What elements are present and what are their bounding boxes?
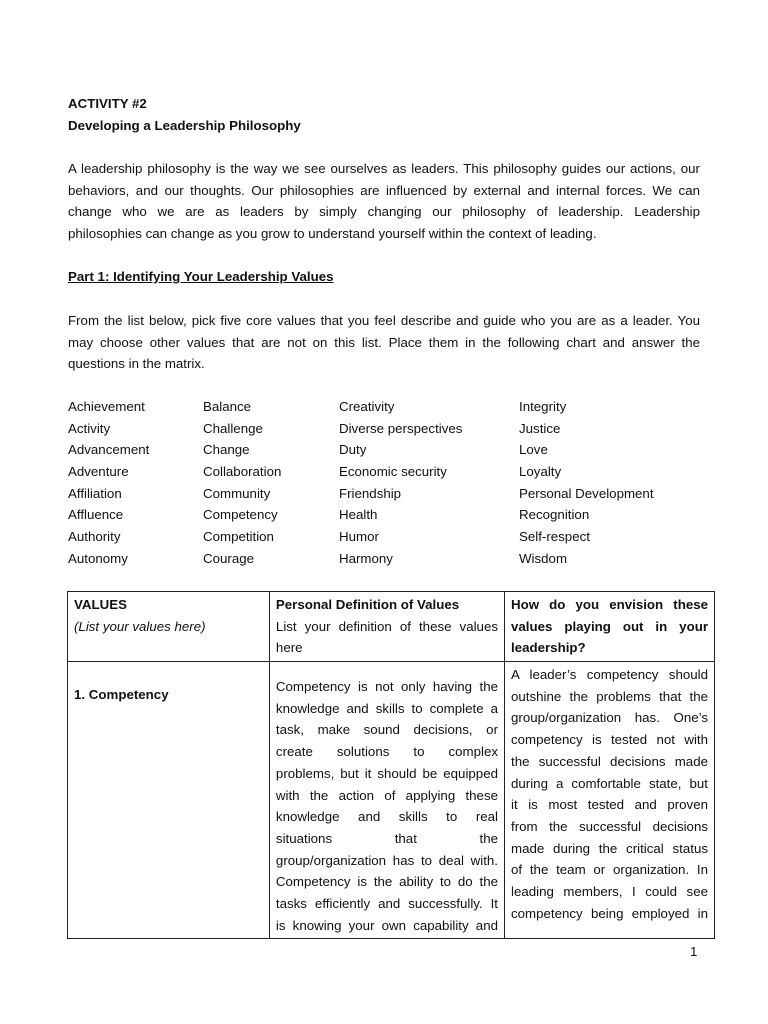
- value-item: Advancement: [68, 442, 150, 458]
- activity-label: ACTIVITY #2: [68, 96, 147, 111]
- vision-line: during a comfortable state, but: [511, 775, 708, 791]
- vision-line: of the team or organization. In: [511, 862, 708, 878]
- instructions-line: questions in the matrix.: [68, 356, 205, 372]
- instructions-line: may choose other values that are not on this list. Place them in the following chart and answer the: [68, 334, 700, 350]
- definition-line: situations that the: [275, 830, 498, 846]
- value-item: Competition: [203, 529, 274, 545]
- definition-line: tasks efficiently and successfully. It: [275, 895, 498, 911]
- header-vision-line: How do you envision these: [511, 597, 708, 612]
- definition-line: problems, but it should be equipped: [275, 765, 498, 781]
- value-item: Wisdom: [519, 550, 568, 566]
- value-item: Adventure: [68, 464, 129, 480]
- values-column-1: [68, 396, 149, 570]
- vision-line: competency being employed in: [511, 905, 708, 921]
- vision-text: [511, 664, 708, 924]
- table-header-row: [68, 592, 715, 662]
- value-item: Integrity: [519, 399, 567, 414]
- header-vision-text: [511, 594, 708, 659]
- value-item: Friendship: [339, 485, 402, 501]
- intro-line: philosophies can change as you grow to understand yourself within the context of leading.: [68, 226, 597, 242]
- definition-line: knowledge and skills to complete a: [275, 700, 498, 716]
- header-definition-text: [276, 616, 498, 659]
- value-item: Diverse perspectives: [339, 420, 463, 436]
- vision-line: the successful decisions made: [511, 753, 708, 769]
- header-vision-cell: [505, 592, 715, 662]
- value-cell: [68, 662, 270, 939]
- vision-line: from the successful decisions: [511, 818, 708, 834]
- definition-line: create solutions to complex: [275, 744, 498, 760]
- table-row: [68, 662, 715, 939]
- header-values-subtitle: (List your values here): [74, 618, 206, 634]
- header-vision-line: values playing out in your: [511, 618, 708, 634]
- value-item: Affluence: [68, 507, 124, 523]
- definition-line: knowledge and skills to real: [275, 809, 498, 825]
- header-values-title: VALUES: [74, 597, 127, 612]
- value-item: Duty: [339, 442, 367, 458]
- value-item: Activity: [68, 420, 111, 436]
- value-item: Humor: [339, 529, 379, 545]
- value-item: Change: [203, 442, 250, 458]
- vision-line: leading members, I could see: [511, 883, 708, 899]
- definition-text: [276, 676, 498, 936]
- intro-line: A leadership philosophy is the way we see ourselves as leaders. This philosophy guides our actions, our: [68, 161, 700, 176]
- instructions-paragraph: [68, 310, 700, 375]
- value-item: Personal Development: [519, 485, 654, 501]
- value-item: Autonomy: [68, 550, 128, 566]
- vision-line: A leader’s competency should: [511, 667, 708, 683]
- definition-cell: [269, 662, 504, 939]
- definition-line: Competency is the ability to do the: [275, 874, 498, 890]
- instructions-line: From the list below, pick five core values that you feel describe and guide who you are as a leader. You: [68, 313, 700, 328]
- value-item: Recognition: [519, 507, 590, 523]
- header-definition-line: List your definition of these values: [275, 618, 498, 634]
- value-item: Balance: [203, 399, 252, 414]
- value-name: 1. Competency: [74, 687, 169, 703]
- definition-line: with the action of applying these: [275, 787, 498, 803]
- value-item: Community: [203, 485, 271, 501]
- values-column-3: [339, 396, 462, 570]
- value-item: Justice: [519, 420, 561, 436]
- header-vision-line: leadership?: [511, 640, 586, 656]
- page-number: 1: [690, 944, 698, 959]
- definition-line: group/organization has to deal with.: [275, 852, 498, 868]
- value-item: Self-respect: [519, 529, 590, 545]
- intro-line: behaviors, and our thoughts. Our philosophies are influenced by external and internal forces. We can: [68, 182, 700, 198]
- header-values-cell: [68, 592, 270, 662]
- value-item: Achievement: [68, 399, 145, 414]
- definition-line: is knowing your own capability and: [275, 917, 498, 933]
- header-definition-title: Personal Definition of Values: [275, 597, 460, 612]
- intro-line: change who we are as leaders by simply changing our philosophy of leadership. Leadership: [68, 204, 700, 220]
- definition-line: Competency is not only having the: [275, 679, 498, 695]
- value-item: Economic security: [339, 464, 447, 480]
- value-item: Love: [519, 442, 548, 458]
- part1-heading: Part 1: Identifying Your Leadership Values: [68, 269, 334, 284]
- values-column-2: [203, 396, 281, 570]
- vision-line: group/organization has. One’s: [511, 710, 708, 726]
- values-column-4: [519, 396, 654, 570]
- value-item: Challenge: [203, 420, 263, 436]
- value-item: Collaboration: [203, 464, 282, 480]
- intro-paragraph: [68, 158, 700, 245]
- value-item: Loyalty: [519, 464, 562, 480]
- value-item: Courage: [203, 550, 255, 566]
- vision-line: made during the critical status: [511, 840, 708, 856]
- value-item: Affiliation: [68, 485, 122, 501]
- vision-line: it is most tested and proven: [511, 797, 708, 813]
- value-item: Authority: [68, 529, 121, 545]
- vision-line: competency is tested not with: [511, 732, 708, 748]
- vision-cell: [505, 662, 715, 939]
- definition-line: task, make sound decisions, or: [275, 722, 498, 738]
- value-item: Harmony: [339, 550, 393, 566]
- document-title: Developing a Leadership Philosophy: [68, 118, 301, 133]
- value-item: Creativity: [339, 399, 395, 414]
- header-definition-cell: [269, 592, 504, 662]
- value-item: Health: [339, 507, 378, 523]
- vision-line: outshine the problems that the: [511, 688, 708, 704]
- header-definition-line: here: [275, 640, 303, 656]
- values-matrix-table: [67, 591, 715, 939]
- value-item: Competency: [203, 507, 278, 523]
